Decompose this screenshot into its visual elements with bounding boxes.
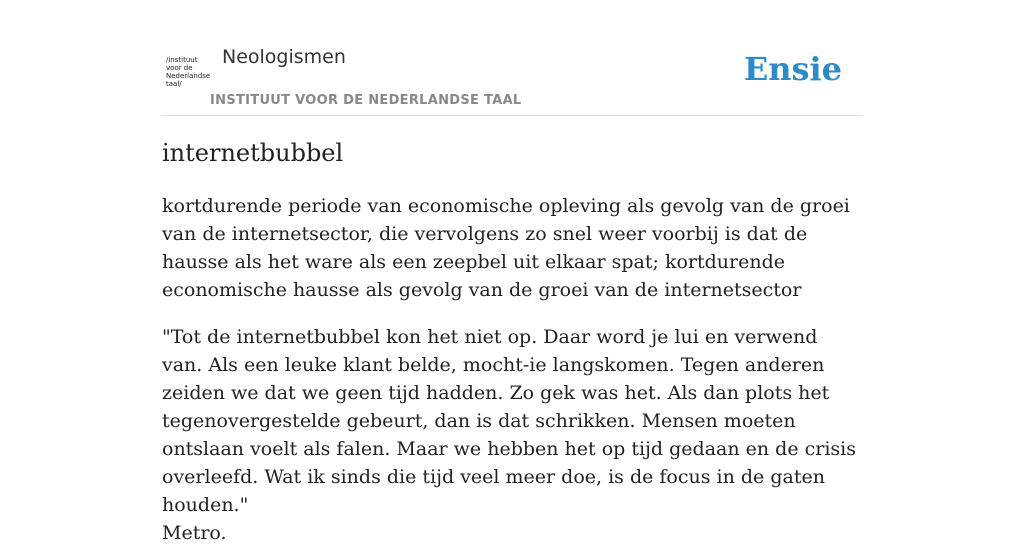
logo-line: Nederlandse [166, 72, 211, 80]
logo-line: voor de [166, 64, 193, 72]
entry-source: Metro. [162, 522, 227, 544]
site-subtitle: INSTITUUT VOOR DE NEDERLANDSE TAAL [210, 93, 522, 108]
ensie-brand-logo[interactable]: Ensie [743, 50, 842, 88]
institute-logo[interactable] [166, 56, 210, 88]
site-title[interactable]: Neologismen [222, 46, 346, 68]
logo-line: taal/ [166, 80, 182, 88]
entry-headword: internetbubbel [162, 139, 344, 167]
header-divider [162, 115, 862, 116]
logo-line: /instituut [166, 56, 198, 64]
entry-quote-block [162, 323, 862, 547]
entry-definition: kortdurende periode van economische opleving als gevolg van de groei van de internetsector, die vervolgens zo snel weer voorbij is dat de hausse als het ware als een zeepbel uit elkaar spat; kortdurende economische hausse als gevolg van de groei van de internetsector [162, 195, 850, 301]
entry-quote: "Tot de internetbubbel kon het niet op. Daar word je lui en verwend van. Als een leuke klant belde, mocht-ie langskomen. Tegen anderen zeiden we dat we geen tijd hadden. Zo gek was het. Als dan plots het tegenovergestelde gebeurt, dan is dat schrikken. Mensen moeten ontslaan voelt als falen. Maar we hebben het op tijd gedaan en de crisis overleefd. Wat ik sinds die tijd veel meer doe, is de focus in de gaten houden." [162, 326, 856, 516]
